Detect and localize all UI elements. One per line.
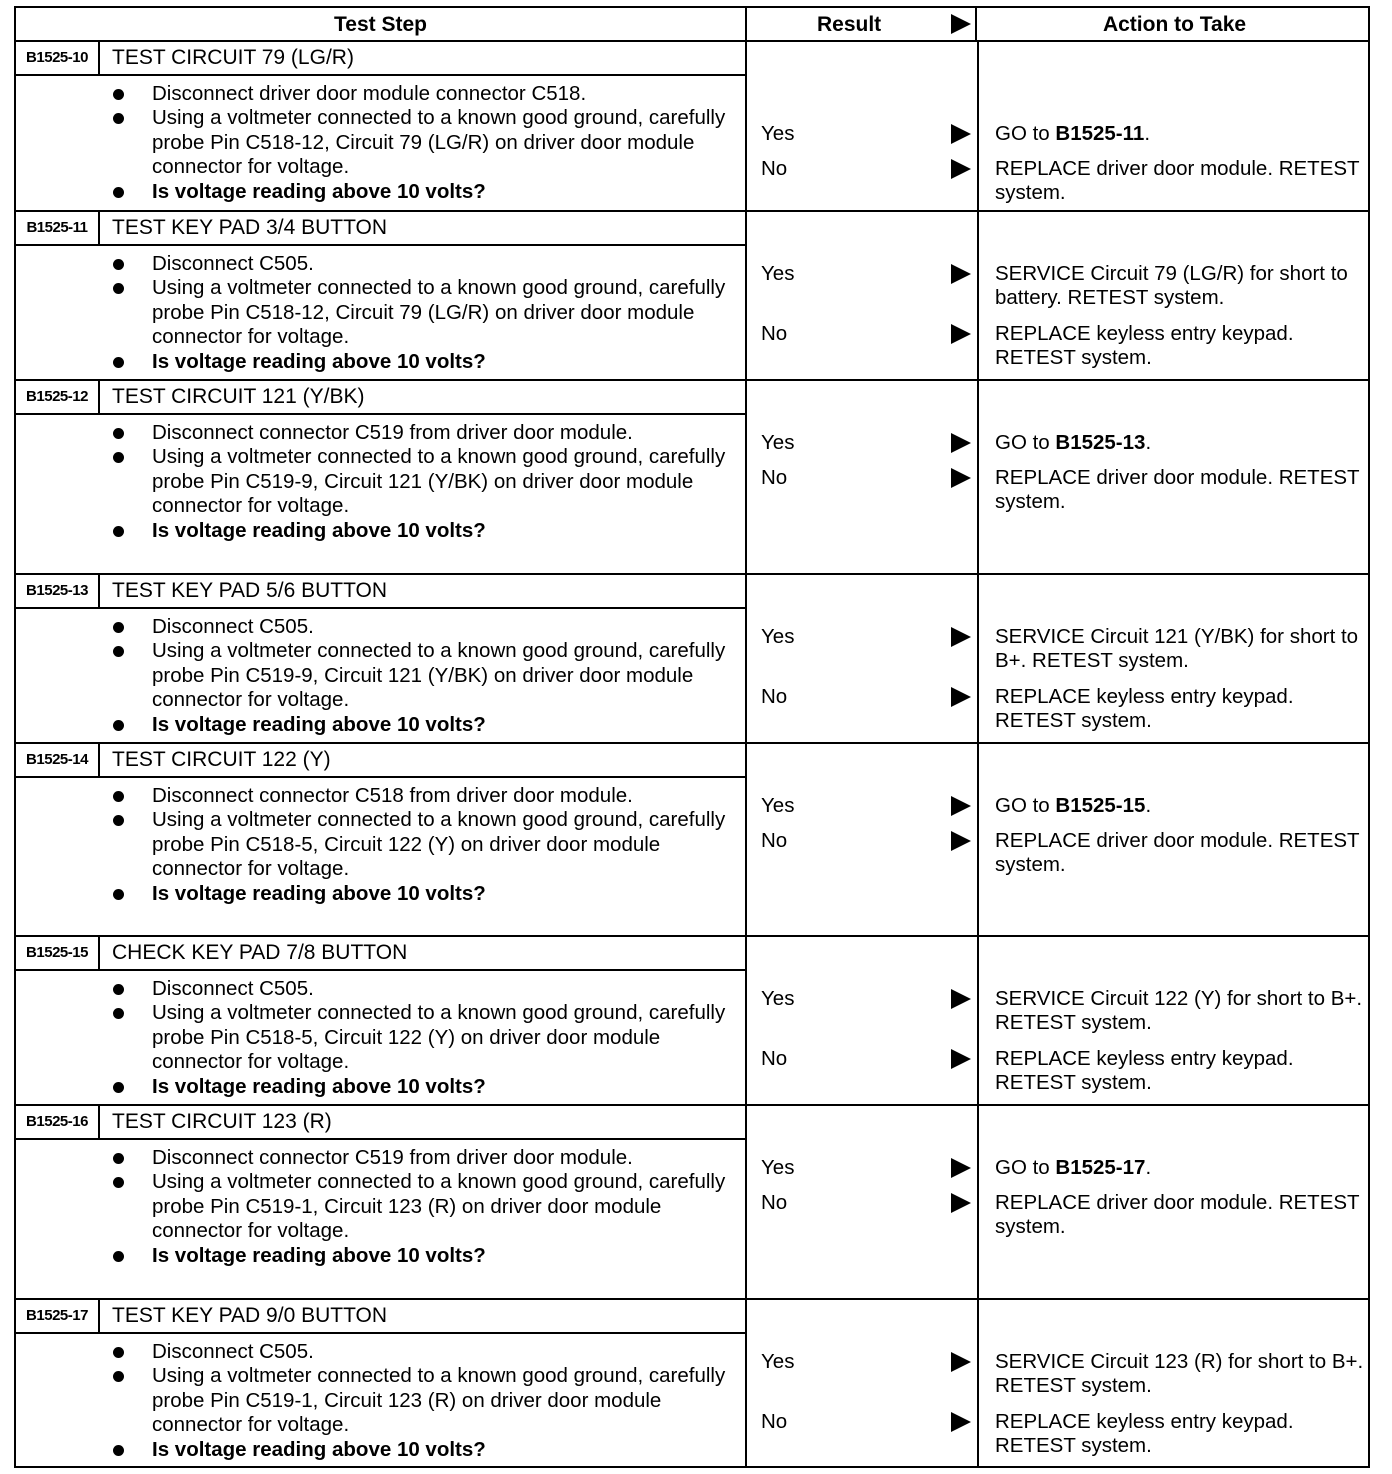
bullet-dot-icon	[113, 113, 124, 124]
result-no: No	[761, 685, 788, 708]
yes-action-text: SERVICE Circuit 122 (Y) for short to B+. RETEST system.	[995, 987, 1363, 1035]
step-code: B1525-15	[16, 937, 100, 969]
bullet-text: Using a voltmeter connected to a known good ground, carefully probe Pin C518-5, Circuit 122 (Y) on driver door module connector for voltage.	[152, 808, 726, 881]
step-code: B1525-13	[16, 575, 100, 607]
bullet-text: Using a voltmeter connected to a known good ground, carefully probe Pin C518-12, Circuit 79 (LG/R) on driver door module connector for voltage.	[152, 276, 726, 349]
yes-action-step-ref: B1525-17	[1055, 1156, 1146, 1179]
header-action: Action to Take	[1102, 13, 1247, 36]
result-yes: Yes	[761, 431, 795, 454]
step-title-bar	[16, 381, 745, 415]
instruction-bullet	[16, 1001, 747, 1074]
header-test-step: Test Step	[16, 8, 747, 42]
bullet-text: Is voltage reading above 10 volts?	[152, 1074, 486, 1098]
step-instructions	[16, 615, 747, 737]
bullet-text: Using a voltmeter connected to a known good ground, carefully probe Pin C519-9, Circuit 121 (Y/BK) on driver door module connector for voltage.	[152, 639, 726, 712]
instruction-bullet	[16, 977, 747, 1001]
step-instructions	[16, 421, 747, 543]
step-title-bar	[16, 212, 745, 246]
test-step-row	[16, 744, 1368, 937]
yes-action	[995, 1156, 1367, 1180]
instruction-bullet	[16, 639, 747, 712]
question-bullet	[16, 882, 747, 906]
step-title: TEST CIRCUIT 123 (R)	[112, 1110, 332, 1133]
result-yes: Yes	[761, 794, 795, 817]
result-yes: Yes	[761, 262, 795, 285]
no-action: REPLACE driver door module. RETEST system.	[995, 829, 1360, 877]
instruction-bullet	[16, 1364, 747, 1437]
test-step-cell	[16, 42, 747, 210]
bullet-dot-icon	[113, 1251, 124, 1262]
bullet-dot-icon	[113, 357, 124, 368]
result-yes: Yes	[761, 1156, 795, 1179]
arrow-right-icon	[951, 796, 971, 816]
bullet-text: Disconnect C505.	[152, 977, 314, 1000]
result-yes: Yes	[761, 625, 795, 648]
no-action: REPLACE keyless entry keypad. RETEST system.	[995, 1410, 1294, 1458]
test-step-cell	[16, 937, 747, 1104]
step-title: TEST CIRCUIT 121 (Y/BK)	[112, 385, 365, 408]
bullet-dot-icon	[113, 720, 124, 731]
bullet-text: Disconnect driver door module connector C518.	[152, 82, 587, 105]
yes-action-text: SERVICE Circuit 123 (R) for short to B+. RETEST system.	[995, 1350, 1364, 1398]
question-bullet	[16, 1438, 747, 1462]
bullet-dot-icon	[113, 815, 124, 826]
step-title: TEST KEY PAD 9/0 BUTTON	[112, 1304, 388, 1327]
bullet-dot-icon	[113, 89, 124, 100]
bullet-text: Is voltage reading above 10 volts?	[152, 1437, 486, 1461]
yes-action-text: GO to	[995, 794, 1056, 817]
action-cell	[977, 1106, 1372, 1298]
instruction-bullet	[16, 276, 747, 349]
arrow-right-icon	[951, 1193, 971, 1213]
instruction-bullet	[16, 615, 747, 639]
test-step-cell	[16, 212, 747, 379]
arrow-right-icon	[951, 124, 971, 144]
bullet-text: Is voltage reading above 10 volts?	[152, 179, 486, 203]
yes-action-end: .	[1145, 1156, 1152, 1179]
yes-action	[995, 122, 1367, 146]
step-instructions	[16, 252, 747, 374]
arrow-right-icon	[951, 1049, 971, 1069]
action-cell	[977, 937, 1372, 1104]
no-action: REPLACE keyless entry keypad. RETEST system.	[995, 1047, 1294, 1095]
instruction-bullet	[16, 252, 747, 276]
result-no: No	[761, 466, 788, 489]
bullet-text: Using a voltmeter connected to a known good ground, carefully probe Pin C518-12, Circuit 79 (LG/R) on driver door module connector for voltage.	[152, 106, 726, 179]
action-cell	[977, 744, 1372, 935]
step-title-bar	[16, 1300, 745, 1334]
yes-action-end: .	[1144, 122, 1151, 145]
instruction-bullet	[16, 1170, 747, 1243]
step-instructions	[16, 82, 747, 204]
arrow-right-icon	[951, 264, 971, 284]
yes-action	[995, 987, 1367, 1036]
arrow-right-icon	[951, 1412, 971, 1432]
step-title-bar	[16, 42, 745, 76]
yes-action-step-ref: B1525-13	[1055, 431, 1146, 454]
question-bullet	[16, 519, 747, 543]
instruction-bullet	[16, 82, 747, 106]
instruction-bullet	[16, 784, 747, 808]
arrow-right-icon	[951, 324, 971, 344]
result-no: No	[761, 322, 788, 345]
question-bullet	[16, 350, 747, 374]
yes-action-text: GO to	[995, 122, 1056, 145]
yes-action-text: SERVICE Circuit 121 (Y/BK) for short to B+. RETEST system.	[995, 625, 1359, 673]
action-cell	[977, 575, 1372, 742]
yes-action	[995, 794, 1367, 818]
step-instructions	[16, 784, 747, 906]
result-yes: Yes	[761, 122, 795, 145]
yes-action-step-ref: B1525-11	[1055, 122, 1145, 145]
table-header	[16, 8, 1368, 42]
bullet-text: Is voltage reading above 10 volts?	[152, 518, 486, 542]
bullet-dot-icon	[113, 1153, 124, 1164]
instruction-bullet	[16, 1340, 747, 1364]
bullet-dot-icon	[113, 791, 124, 802]
arrow-right-icon	[951, 468, 971, 488]
bullet-dot-icon	[113, 526, 124, 537]
bullet-text: Disconnect C505.	[152, 252, 314, 275]
action-cell	[977, 212, 1372, 379]
arrow-right-icon	[951, 1158, 971, 1178]
test-step-cell	[16, 744, 747, 935]
step-code: B1525-14	[16, 744, 100, 776]
yes-action-step-ref: B1525-15	[1055, 794, 1146, 817]
yes-action-text: GO to	[995, 431, 1056, 454]
result-yes: Yes	[761, 987, 795, 1010]
yes-action	[995, 1350, 1367, 1399]
bullet-dot-icon	[113, 1347, 124, 1358]
bullet-text: Using a voltmeter connected to a known good ground, carefully probe Pin C519-1, Circuit 123 (R) on driver door module connector for voltage.	[152, 1364, 726, 1437]
arrow-right-icon	[951, 1352, 971, 1372]
bullet-dot-icon	[113, 428, 124, 439]
yes-action	[995, 625, 1367, 674]
bullet-text: Using a voltmeter connected to a known good ground, carefully probe Pin C518-5, Circuit 122 (Y) on driver door module connector for voltage.	[152, 1001, 726, 1074]
step-title-bar	[16, 1106, 745, 1140]
step-title: TEST CIRCUIT 79 (LG/R)	[112, 46, 354, 69]
test-step-cell	[16, 381, 747, 573]
bullet-dot-icon	[113, 1445, 124, 1456]
step-instructions	[16, 1340, 747, 1462]
arrow-right-icon	[951, 433, 971, 453]
test-step-cell	[16, 575, 747, 742]
arrow-right-icon	[951, 687, 971, 707]
action-cell	[977, 381, 1372, 573]
yes-action	[995, 262, 1367, 311]
step-code: B1525-17	[16, 1300, 100, 1332]
question-bullet	[16, 1244, 747, 1268]
bullet-dot-icon	[113, 283, 124, 294]
yes-action-end: .	[1145, 794, 1152, 817]
yes-action-text: GO to	[995, 1156, 1056, 1179]
no-action: REPLACE keyless entry keypad. RETEST system.	[995, 322, 1294, 370]
bullet-dot-icon	[113, 889, 124, 900]
bullet-dot-icon	[113, 646, 124, 657]
result-no: No	[761, 829, 788, 852]
bullet-dot-icon	[113, 1082, 124, 1093]
no-action: REPLACE driver door module. RETEST system.	[995, 466, 1360, 514]
yes-action-text: SERVICE Circuit 79 (LG/R) for short to battery. RETEST system.	[995, 262, 1348, 310]
bullet-dot-icon	[113, 622, 124, 633]
question-bullet	[16, 713, 747, 737]
yes-action	[995, 431, 1367, 455]
action-cell	[977, 1300, 1372, 1468]
bullet-text: Disconnect C505.	[152, 615, 314, 638]
result-no: No	[761, 157, 788, 180]
arrow-right-icon	[951, 14, 971, 34]
step-title-bar	[16, 937, 745, 971]
result-yes: Yes	[761, 1350, 795, 1373]
bullet-dot-icon	[113, 452, 124, 463]
instruction-bullet	[16, 421, 747, 445]
test-step-row	[16, 212, 1368, 381]
question-bullet	[16, 1075, 747, 1099]
bullet-text: Is voltage reading above 10 volts?	[152, 1243, 486, 1267]
header-result: Result	[747, 8, 977, 42]
step-title: TEST KEY PAD 3/4 BUTTON	[112, 216, 388, 239]
bullet-text: Using a voltmeter connected to a known good ground, carefully probe Pin C519-9, Circuit 121 (Y/BK) on driver door module connector for voltage.	[152, 445, 726, 518]
step-title: TEST KEY PAD 5/6 BUTTON	[112, 579, 388, 602]
bullet-text: Is voltage reading above 10 volts?	[152, 881, 486, 905]
diagnostic-table	[14, 6, 1370, 1468]
bullet-text: Using a voltmeter connected to a known good ground, carefully probe Pin C519-1, Circuit 123 (R) on driver door module connector for voltage.	[152, 1170, 726, 1243]
test-step-row	[16, 1300, 1368, 1468]
step-instructions	[16, 1146, 747, 1268]
bullet-dot-icon	[113, 1008, 124, 1019]
result-no: No	[761, 1047, 788, 1070]
instruction-bullet	[16, 106, 747, 179]
action-cell	[977, 42, 1372, 210]
instruction-bullet	[16, 808, 747, 881]
question-bullet	[16, 180, 747, 204]
bullet-text: Disconnect C505.	[152, 1340, 314, 1363]
bullet-text: Disconnect connector C518 from driver door module.	[152, 784, 633, 807]
bullet-dot-icon	[113, 1371, 124, 1382]
step-instructions	[16, 977, 747, 1099]
arrow-right-icon	[951, 831, 971, 851]
bullet-dot-icon	[113, 1177, 124, 1188]
no-action: REPLACE driver door module. RETEST system.	[995, 1191, 1360, 1239]
bullet-text: Is voltage reading above 10 volts?	[152, 349, 486, 373]
step-code: B1525-12	[16, 381, 100, 413]
arrow-right-icon	[951, 159, 971, 179]
result-no: No	[761, 1191, 788, 1214]
test-step-row	[16, 1106, 1368, 1300]
bullet-dot-icon	[113, 259, 124, 270]
step-title: TEST CIRCUIT 122 (Y)	[112, 748, 331, 771]
instruction-bullet	[16, 445, 747, 518]
arrow-right-icon	[951, 627, 971, 647]
arrow-right-icon	[951, 989, 971, 1009]
test-step-cell	[16, 1300, 747, 1468]
test-step-row	[16, 381, 1368, 575]
bullet-text: Disconnect connector C519 from driver door module.	[152, 421, 633, 444]
step-code: B1525-11	[16, 212, 100, 244]
step-title-bar	[16, 575, 745, 609]
bullet-text: Disconnect connector C519 from driver door module.	[152, 1146, 633, 1169]
result-no: No	[761, 1410, 788, 1433]
bullet-dot-icon	[113, 984, 124, 995]
no-action: REPLACE driver door module. RETEST system.	[995, 157, 1360, 205]
test-step-row	[16, 42, 1368, 212]
test-step-cell	[16, 1106, 747, 1298]
yes-action-end: .	[1145, 431, 1152, 454]
test-step-row	[16, 937, 1368, 1106]
instruction-bullet	[16, 1146, 747, 1170]
bullet-text: Is voltage reading above 10 volts?	[152, 712, 486, 736]
step-title-bar	[16, 744, 745, 778]
step-code: B1525-10	[16, 42, 100, 74]
bullet-dot-icon	[113, 187, 124, 198]
test-step-row	[16, 575, 1368, 744]
step-code: B1525-16	[16, 1106, 100, 1138]
no-action: REPLACE keyless entry keypad. RETEST system.	[995, 685, 1294, 733]
step-title: CHECK KEY PAD 7/8 BUTTON	[112, 941, 408, 964]
